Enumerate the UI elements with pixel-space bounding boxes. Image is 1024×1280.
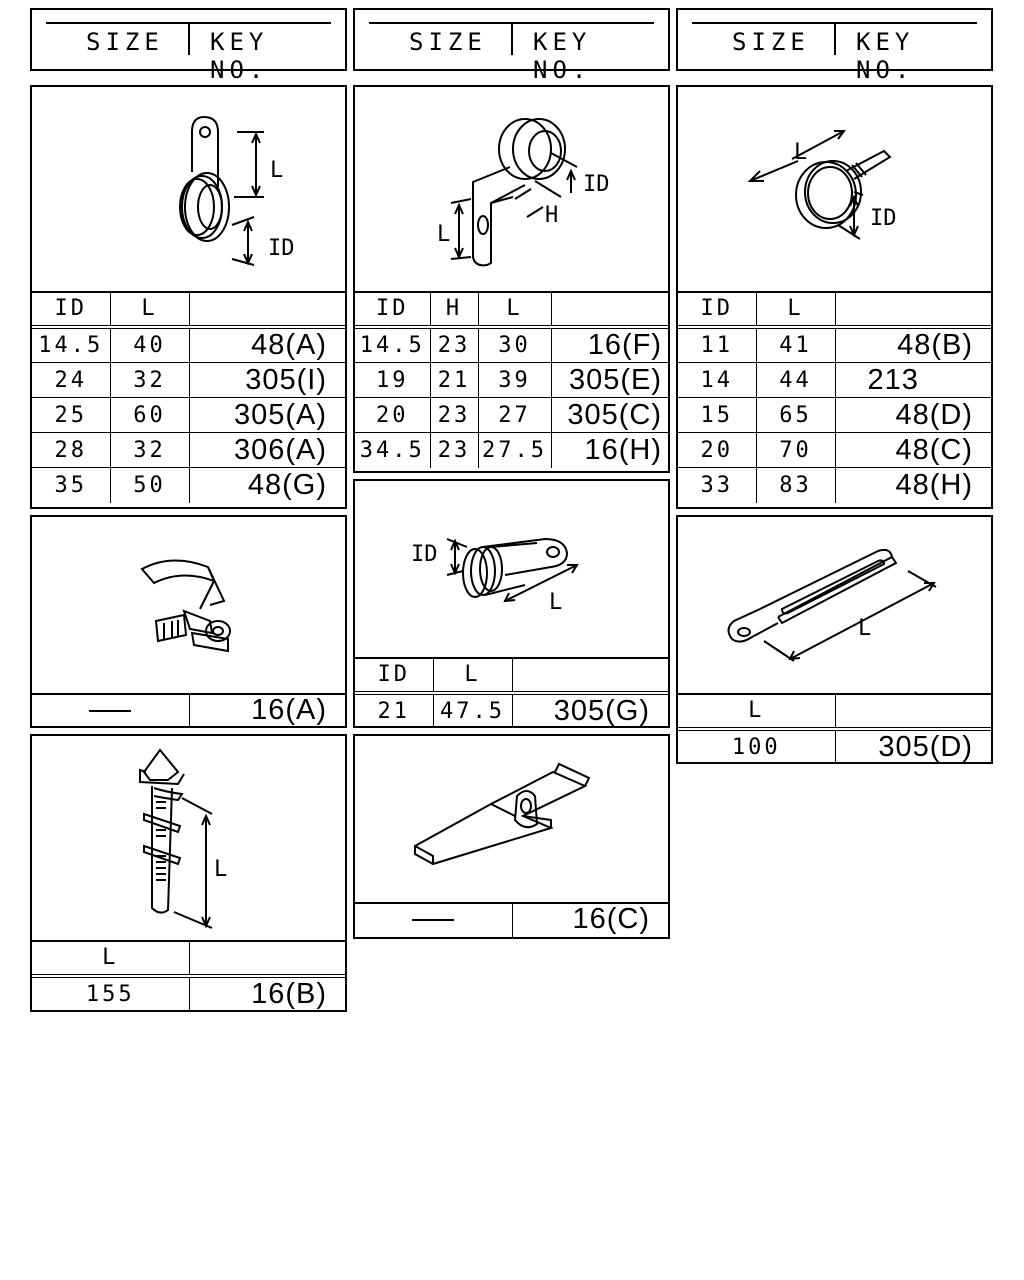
dash-mark (89, 710, 131, 712)
table-cell: 20 (355, 398, 430, 433)
table-row (355, 327, 668, 363)
table-row (355, 433, 668, 468)
table-cell: 30 (478, 327, 551, 363)
clamp-e-illustration (355, 481, 668, 659)
table-row (678, 468, 991, 503)
table-cell: 20 (678, 433, 756, 468)
key-no-cell: 16(B) (189, 976, 345, 1011)
clamp-b-table (355, 291, 668, 468)
clamp-a-panel (30, 85, 347, 509)
header-divider (188, 24, 190, 55)
table-cell: 23 (430, 398, 478, 433)
table-cell: 11 (678, 327, 756, 363)
key-no-cell: 306(A) (189, 433, 345, 468)
size-key-header-2 (353, 8, 670, 84)
table-cell: 28 (32, 433, 110, 468)
column-header: L (110, 291, 189, 327)
table-cell: 24 (32, 363, 110, 398)
table-cell: 32 (110, 363, 189, 398)
column-header (835, 291, 991, 327)
table-cell: 15 (678, 398, 756, 433)
table-row (678, 729, 991, 764)
cable-tie-icon (32, 736, 345, 938)
column-header (835, 693, 991, 729)
size-label: SIZE (732, 28, 810, 56)
slotted-strap-icon (678, 517, 991, 691)
header-divider (511, 24, 513, 55)
dim-id-label: ID (583, 172, 610, 197)
dim-l-label: L (549, 590, 563, 615)
key-no-cell: 305(G) (512, 693, 668, 728)
table-header-row (32, 940, 345, 976)
table-row (32, 327, 345, 363)
loop-clamp-icon (32, 87, 345, 289)
clamp-c-panel (676, 85, 993, 509)
key-no-cell: 213 (835, 363, 991, 398)
column-header (551, 291, 668, 327)
key-no-cell: 16(A) (189, 693, 345, 728)
column-header: ID (678, 291, 756, 327)
strap-f-table (678, 693, 991, 764)
table-row (355, 902, 668, 937)
key-no-cell: 16(H) (551, 433, 668, 468)
clip-d-illustration (32, 517, 345, 695)
column-header: L (678, 693, 835, 729)
table-cell: 21 (430, 363, 478, 398)
column-header: ID (355, 657, 433, 693)
key-no-cell: 16(C) (512, 902, 668, 937)
table-row (32, 363, 345, 398)
column-header: ID (355, 291, 430, 327)
no-size-cell (32, 693, 189, 728)
table-row (355, 398, 668, 433)
table-cell: 19 (355, 363, 430, 398)
double-loop-clamp-icon (355, 481, 668, 655)
clamp-c-illustration (678, 87, 991, 293)
dim-id-label: ID (870, 206, 897, 231)
holder-h-illustration (355, 736, 668, 904)
clamp-e-panel (353, 479, 670, 728)
clamp-e-table (355, 657, 668, 728)
key-no-cell: 48(G) (189, 468, 345, 503)
dim-l-label: L (437, 222, 451, 247)
table-cell: 21 (355, 693, 433, 728)
band-g-table (32, 940, 345, 1011)
table-cell: 100 (678, 729, 835, 764)
key-no-cell: 48(A) (189, 327, 345, 363)
holder-h-table (355, 902, 668, 937)
table-cell: 27 (478, 398, 551, 433)
table-header-row (32, 291, 345, 327)
key-no-cell: 48(D) (835, 398, 991, 433)
key-no-cell: 305(C) (551, 398, 668, 433)
table-row (355, 693, 668, 728)
size-key-header-1 (30, 8, 347, 84)
dash-mark (412, 919, 454, 921)
table-cell: 32 (110, 433, 189, 468)
clip-d-panel (30, 515, 347, 728)
table-cell: 27.5 (478, 433, 551, 468)
table-cell: 39 (478, 363, 551, 398)
table-row (32, 976, 345, 1011)
table-cell: 44 (756, 363, 835, 398)
clamp-b-panel (353, 85, 670, 473)
table-cell: 41 (756, 327, 835, 363)
table-cell: 83 (756, 468, 835, 503)
table-row (678, 398, 991, 433)
key-no-label: KEY NO. (856, 28, 915, 84)
table-row (32, 693, 345, 728)
p-clamp-icon (355, 87, 668, 289)
table-row (678, 433, 991, 468)
clamp-c-table (678, 291, 991, 503)
table-cell: 60 (110, 398, 189, 433)
table-cell: 14.5 (32, 327, 110, 363)
band-clamp-icon (678, 87, 991, 289)
clamp-b-illustration (355, 87, 668, 293)
key-no-cell: 48(H) (835, 468, 991, 503)
flat-holder-icon (355, 736, 668, 900)
key-no-cell: 48(B) (835, 327, 991, 363)
table-header-row (678, 291, 991, 327)
clamp-a-illustration (32, 87, 345, 293)
table-cell: 34.5 (355, 433, 430, 468)
key-no-cell: 305(D) (835, 729, 991, 764)
table-cell: 47.5 (433, 693, 512, 728)
dim-id-label: ID (268, 236, 295, 261)
strap-f-illustration (678, 517, 991, 695)
header-divider (834, 24, 836, 55)
column-header: H (430, 291, 478, 327)
table-cell: 23 (430, 433, 478, 468)
dim-l-label: L (214, 857, 228, 882)
no-size-cell (355, 902, 512, 937)
holder-h-panel (353, 734, 670, 939)
key-no-cell: 48(C) (835, 433, 991, 468)
table-cell: 40 (110, 327, 189, 363)
size-label: SIZE (86, 28, 164, 56)
table-row (678, 363, 991, 398)
table-cell: 50 (110, 468, 189, 503)
dim-h-label: H (545, 203, 559, 228)
table-cell: 70 (756, 433, 835, 468)
column-header (189, 940, 345, 976)
dim-l-label: L (270, 158, 284, 183)
column-header: L (32, 940, 189, 976)
table-row (32, 468, 345, 503)
key-no-cell: 305(I) (189, 363, 345, 398)
table-cell: 14 (678, 363, 756, 398)
clip-d-table (32, 693, 345, 728)
table-row (678, 327, 991, 363)
table-cell: 23 (430, 327, 478, 363)
column-header: ID (32, 291, 110, 327)
strap-f-panel (676, 515, 993, 764)
column-header: L (433, 657, 512, 693)
dim-id-label: ID (411, 542, 438, 567)
table-row (355, 363, 668, 398)
table-row (32, 398, 345, 433)
table-cell: 35 (32, 468, 110, 503)
table-row (32, 433, 345, 468)
table-cell: 155 (32, 976, 189, 1011)
size-label: SIZE (409, 28, 487, 56)
pipe-clip-icon (32, 517, 345, 691)
key-no-cell: 305(E) (551, 363, 668, 398)
table-cell: 65 (756, 398, 835, 433)
table-header-row (678, 693, 991, 729)
column-header (189, 291, 345, 327)
table-cell: 14.5 (355, 327, 430, 363)
key-no-label: KEY NO. (533, 28, 592, 84)
dim-l-label: L (794, 140, 808, 165)
table-cell: 25 (32, 398, 110, 433)
clamp-a-table (32, 291, 345, 503)
band-g-illustration (32, 736, 345, 942)
dim-l-label: L (858, 616, 872, 641)
size-key-header-3 (676, 8, 993, 84)
column-header: L (478, 291, 551, 327)
band-g-panel (30, 734, 347, 1012)
column-header: L (756, 291, 835, 327)
column-header (512, 657, 668, 693)
key-no-label: KEY NO. (210, 28, 269, 84)
key-no-cell: 16(F) (551, 327, 668, 363)
table-header-row (355, 657, 668, 693)
key-no-cell: 305(A) (189, 398, 345, 433)
table-cell: 33 (678, 468, 756, 503)
table-header-row (355, 291, 668, 327)
